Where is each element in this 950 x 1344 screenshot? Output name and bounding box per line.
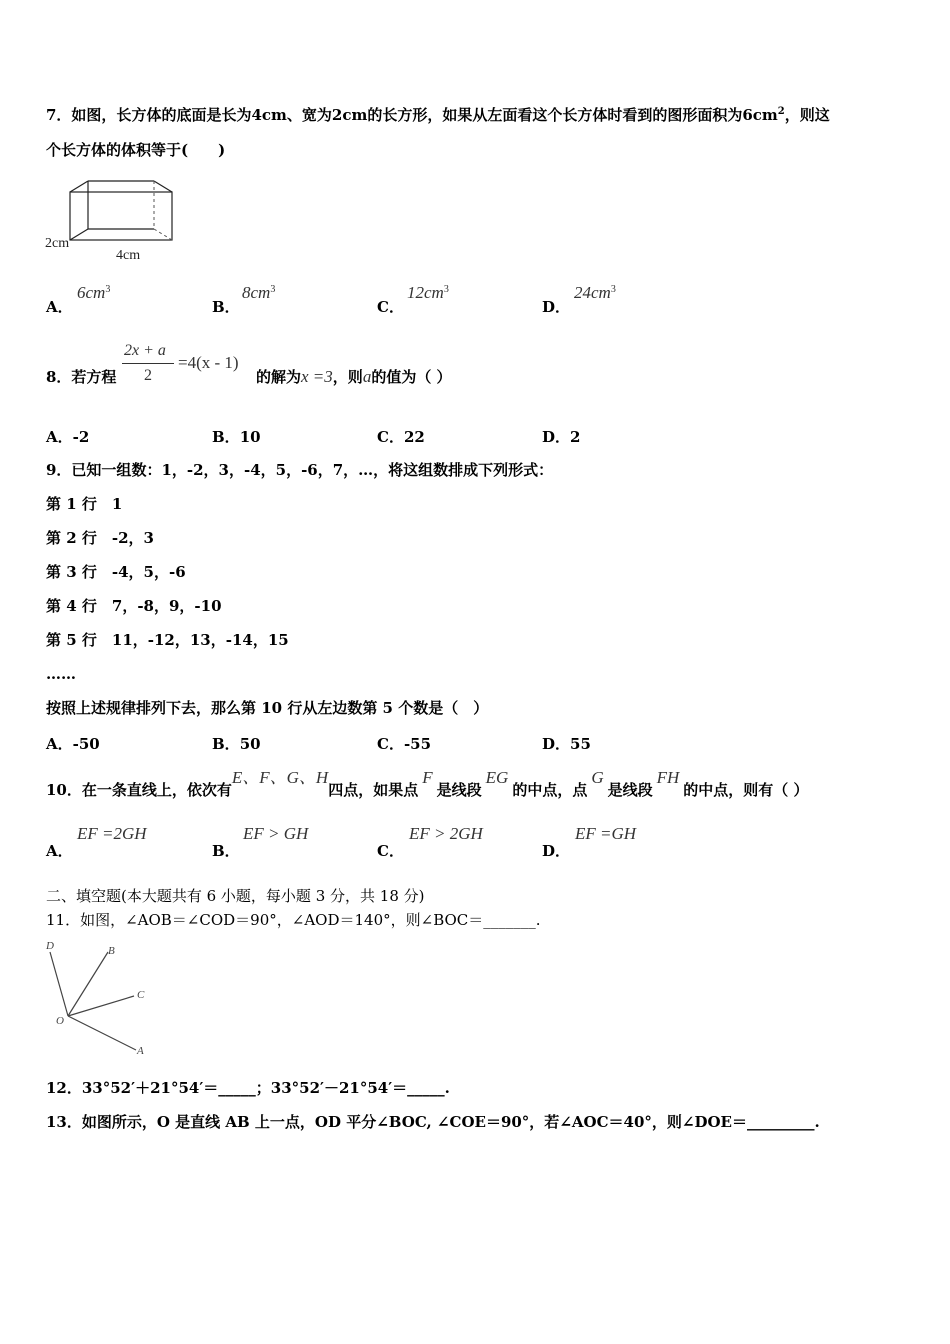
option-value: -2 (72, 428, 90, 446)
q7-option-d[interactable] (542, 296, 570, 317)
q10-option-d-value: EF =GH (575, 824, 637, 843)
option-letter: A． (46, 842, 73, 860)
q9-stem: 9．已知一组数：1，-2，3，-4，5，-6，7，…，将这组数排成下列形式： (46, 461, 554, 479)
q8-option-c[interactable] (377, 426, 425, 447)
q10-option-a[interactable] (46, 840, 73, 861)
q10-p1: 10．在一条直线上，依次有 (46, 781, 232, 799)
q8-suffix: 的值为（ ） (371, 368, 452, 386)
q7-option-c[interactable] (377, 296, 404, 317)
q7-stem-line1 (46, 102, 830, 125)
q11-angle-figure (40, 938, 160, 1060)
q9-option-d[interactable] (542, 733, 591, 754)
q8-fraction-bar (122, 363, 174, 364)
q7-option-a-value (77, 283, 110, 303)
q7-stem-line2: 个长方体的体积等于( ) (46, 141, 226, 159)
label-a: A (137, 1045, 144, 1057)
option-letter: D． (542, 842, 571, 860)
option-letter: D． (542, 735, 571, 753)
label-o: O (56, 1015, 64, 1027)
q10-m4: G (591, 768, 604, 787)
q10-p6: 的中点，则有（ ） (683, 781, 809, 799)
q9-row-1: 第 1 行 1 (46, 495, 123, 513)
option-value: -50 (72, 735, 100, 753)
option-value: 6cm (77, 283, 106, 302)
label-4cm: 4cm (116, 248, 141, 263)
q9-option-b[interactable] (212, 733, 261, 754)
q8-prefix: 8．若方程 (46, 368, 117, 386)
option-letter: A． (46, 428, 73, 446)
q8-solution: x =3 (301, 367, 333, 386)
q10-p4: 的中点，点 (512, 781, 588, 799)
option-letter: C． (377, 735, 404, 753)
q10-option-b[interactable] (212, 840, 240, 861)
q7-text-a: 7．如图，长方体的底面是长为4cm、宽为2cm的长方形，如果从左面看这个长方体时看到的图形面积为6cm (46, 106, 778, 124)
option-letter: D． (542, 298, 571, 316)
option-letter: A． (46, 298, 73, 316)
q10-option-c-value: EF > 2GH (409, 824, 483, 843)
option-letter: B． (212, 298, 240, 316)
label-b: B (108, 945, 115, 957)
q7-option-b[interactable] (212, 296, 240, 317)
option-value: 12cm (407, 283, 444, 302)
label-2cm: 2cm (45, 236, 70, 251)
option-letter: C． (377, 298, 404, 316)
q9-row-5: 第 5 行 11，-12，13，-14，15 (46, 631, 289, 649)
q8-option-d[interactable] (542, 426, 580, 447)
q7-cuboid-figure (44, 176, 184, 266)
q9-row-4: 第 4 行 7，-8，9，-10 (46, 597, 222, 615)
q10-m1: E、F、G、H (231, 768, 329, 787)
option-letter: B． (212, 428, 240, 446)
option-value: 55 (570, 735, 591, 753)
q8-option-b[interactable] (212, 426, 261, 447)
q10-option-b-value: EF > GH (243, 824, 309, 843)
q7-text-b: ，则这 (784, 106, 830, 124)
q10-p3: 是线段 (436, 781, 482, 799)
q10-p5: 是线段 (607, 781, 653, 799)
q8-option-a[interactable] (46, 426, 89, 447)
q9-ellipsis: …… (46, 665, 76, 683)
option-sup: 3 (105, 284, 111, 295)
q8-denominator: 2 (144, 367, 152, 384)
q10-m5: FH (656, 768, 680, 787)
q8-numerator: 2x + a (124, 342, 166, 359)
option-sup: 3 (610, 284, 616, 295)
q9-question: 按照上述规律排列下去，那么第 10 行从左边数第 5 个数是（ ） (46, 699, 489, 717)
option-value: 8cm (242, 283, 271, 302)
label-c: C (137, 989, 145, 1001)
option-sup: 3 (270, 284, 276, 295)
q9-row-2: 第 2 行 -2，3 (46, 529, 154, 547)
option-value: 24cm (574, 283, 611, 302)
option-value: 10 (239, 428, 261, 446)
q8-middle: 的解为 (256, 368, 302, 386)
q13-text: 13．如图所示，O 是直线 AB 上一点，OD 平分∠BOC, ∠COE＝90°，若∠AOC＝40°，则∠DOE＝_________. (46, 1113, 820, 1131)
option-letter: A． (46, 735, 73, 753)
q7-option-c-value (407, 283, 449, 303)
q7-option-d-value (574, 283, 616, 303)
q10-option-d[interactable] (542, 840, 570, 861)
option-value: 50 (239, 735, 261, 753)
q7-sup: 2 (777, 106, 785, 117)
option-value: -55 (403, 735, 432, 753)
q10-stem (46, 768, 809, 800)
q10-m3: EG (485, 768, 509, 787)
q12-text: 12．33°52′＋21°54′＝_____；33°52′－21°54′＝_____. (46, 1079, 450, 1097)
label-d: D (46, 940, 54, 952)
q7-option-a[interactable] (46, 296, 73, 317)
option-letter: C． (377, 842, 404, 860)
q9-option-c[interactable] (377, 733, 431, 754)
q8-var: a (362, 367, 372, 386)
q10-option-a-value: EF =2GH (77, 824, 147, 843)
q7-option-b-value (242, 283, 275, 303)
q9-row-3: 第 3 行 -4，5，-6 (46, 563, 186, 581)
q8-rhs: =4(x - 1) (178, 353, 239, 372)
option-letter: C． (377, 428, 404, 446)
q10-option-c[interactable] (377, 840, 404, 861)
q8-sentence (256, 367, 452, 387)
option-letter: B． (212, 735, 240, 753)
option-value: 2 (570, 428, 581, 446)
cuboid-front-face (70, 192, 172, 240)
q10-m2: F (422, 768, 433, 787)
q11-text: 11．如图，∠AOB＝∠COD＝90°，∠AOD＝140°，则∠BOC＝_______. (46, 911, 541, 929)
q8-comma: ，则 (332, 368, 363, 386)
q9-option-a[interactable] (46, 733, 100, 754)
q10-p2: 四点，如果点 (328, 781, 419, 799)
option-letter: D． (542, 428, 571, 446)
option-value: 22 (403, 428, 425, 446)
option-letter: B． (212, 842, 240, 860)
option-sup: 3 (443, 284, 449, 295)
section-heading: 二、填空题(本大题共有 6 小题，每小题 3 分，共 18 分) (46, 887, 425, 905)
